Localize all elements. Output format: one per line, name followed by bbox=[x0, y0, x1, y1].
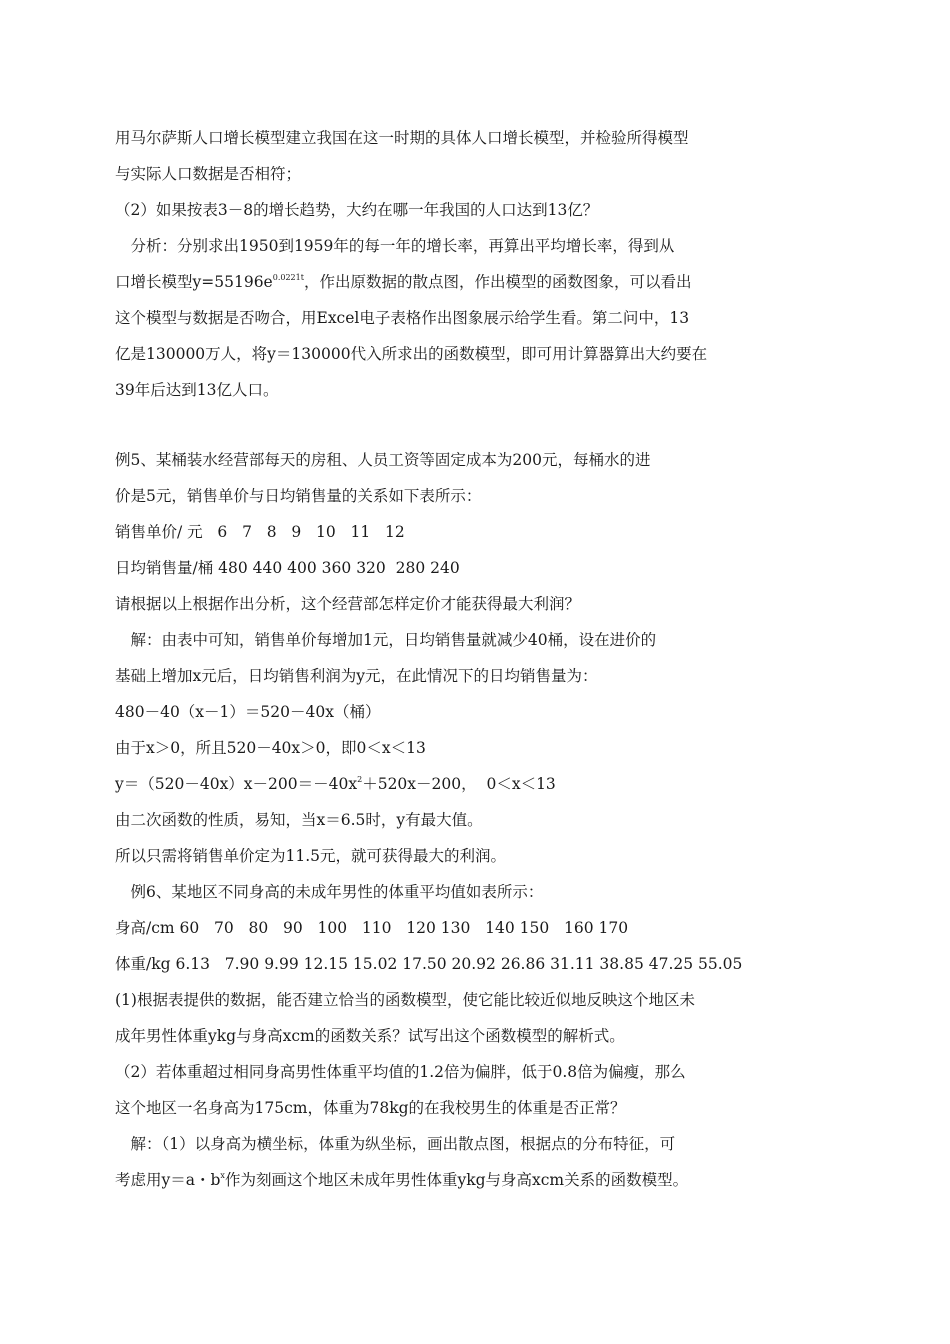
equation-line: 由于x＞0，所且520－40x＞0，即0＜x＜13 bbox=[115, 739, 426, 757]
text-line: （2）若体重超过相同身高男性体重平均值的1.2倍为偏胖，低于0.8倍为偏瘦，那么 bbox=[115, 1063, 686, 1081]
text-line: 所以只需将销售单价定为11.5元，就可获得最大的利润。 bbox=[115, 847, 507, 865]
text-line: 请根据以上根据作出分析，这个经营部怎样定价才能获得最大利润？ bbox=[115, 595, 581, 613]
text-line: 基础上增加x元后，日均销售利润为y元，在此情况下的日均销售量为： bbox=[115, 667, 598, 685]
text-line: (1)根据表提供的数据，能否建立恰当的函数模型，使它能比较近似地反映这个地区未 bbox=[115, 991, 695, 1009]
text-line: （2）如果按表3－8的增长趋势，大约在哪一年我国的人口达到13亿？ bbox=[115, 201, 599, 219]
formula-exponent: x bbox=[220, 1171, 225, 1180]
equation-line: 480－40（x－1）＝520－40x（桶） bbox=[115, 703, 381, 721]
text-line: 分析：分别求出1950到1959年的每一年的增长率，再算出平均增长率，得到从 bbox=[115, 237, 675, 255]
example-heading: 例5、某桶装水经营部每天的房租、人员工资等固定成本为200元，每桶水的进 bbox=[115, 451, 651, 469]
text-line: 成年男性体重ykg与身高xcm的函数关系？试写出这个函数模型的解析式。 bbox=[115, 1027, 625, 1045]
formula-post: ＋520x－200， 0＜x＜13 bbox=[362, 775, 556, 793]
text-line: 39年后达到13亿人口。 bbox=[115, 381, 279, 399]
formula-exponent: 0.0221t bbox=[272, 273, 304, 282]
example-heading: 例6、某地区不同身高的未成年男性的体重平均值如表所示： bbox=[115, 883, 544, 901]
equation-line bbox=[115, 774, 556, 794]
text-line: 解：由表中可知，销售单价每增加1元，日均销售量就减少40桶，设在进价的 bbox=[115, 631, 657, 649]
text-line: 用马尔萨斯人口增长模型建立我国在这一时期的具体人口增长模型，并检验所得模型 bbox=[115, 129, 689, 147]
formula-pre: y＝（520－40x）x－200＝－40x bbox=[115, 775, 358, 793]
text-line-formula bbox=[115, 1170, 688, 1190]
text-line: 价是5元，销售单价与日均销售量的关系如下表所示： bbox=[115, 487, 482, 505]
text-line: 亿是130000万人，将y＝130000代入所求出的函数模型，即可用计算器算出大约要在 bbox=[115, 345, 708, 363]
table-row-weight: 体重/kg 6.13 7.90 9.99 12.15 15.02 17.50 20.92 26.86 31.11 38.85 47.25 55.05 bbox=[115, 955, 743, 973]
formula-post: ，作出原数据的散点图，作出模型的函数图象，可以看出 bbox=[303, 273, 692, 291]
formula-pre: 口增长模型y=55196e bbox=[115, 273, 273, 291]
text-line: 这个地区一名身高为175cm，体重为78kg的在我校男生的体重是否正常？ bbox=[115, 1099, 626, 1117]
table-row-sales: 日均销售量/桶 480 440 400 360 320 280 240 bbox=[115, 559, 460, 577]
text-line: 这个模型与数据是否吻合，用Excel电子表格作出图象展示给学生看。第二问中，13 bbox=[115, 309, 690, 327]
table-row-price: 销售单价/ 元 6 7 8 9 10 11 12 bbox=[115, 523, 405, 541]
formula-post: 作为刻画这个地区未成年男性体重ykg与身高xcm关系的函数模型。 bbox=[224, 1171, 689, 1189]
table-row-height: 身高/cm 60 70 80 90 100 110 120 130 140 150 160 170 bbox=[115, 919, 629, 937]
text-line: 解：（1）以身高为横坐标，体重为纵坐标，画出散点图，根据点的分布特征，可 bbox=[115, 1135, 676, 1153]
text-line-formula bbox=[115, 272, 691, 292]
formula-pre: 考虑用y＝a・b bbox=[115, 1171, 221, 1189]
formula-exponent: 2 bbox=[357, 775, 363, 784]
text-line: 与实际人口数据是否相符； bbox=[115, 165, 302, 183]
text-line: 由二次函数的性质，易知，当x＝6.5时，y有最大值。 bbox=[115, 811, 483, 829]
